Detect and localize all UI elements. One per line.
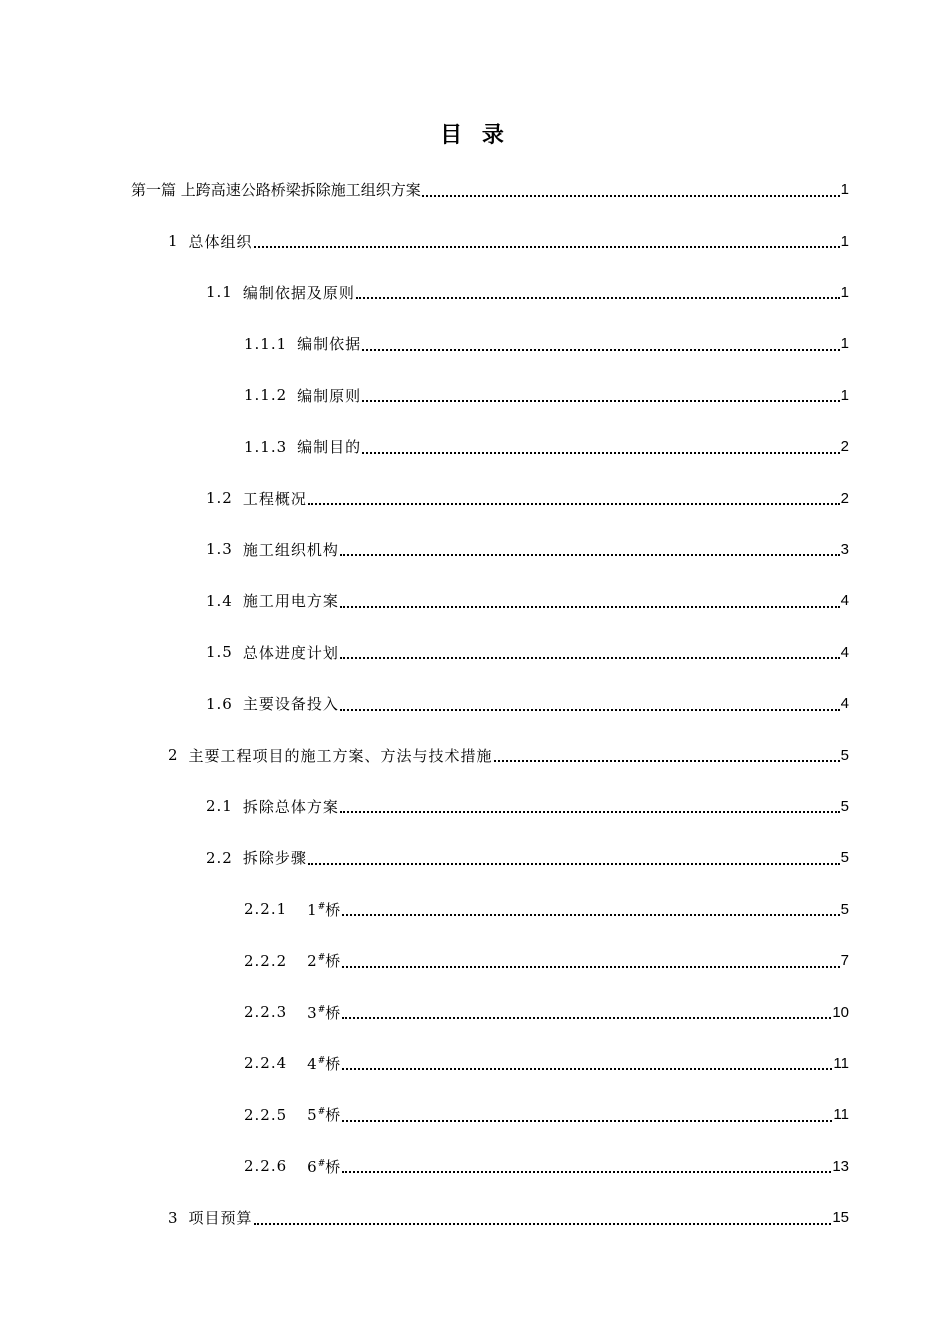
toc-entry-number: 2.2.1 bbox=[244, 900, 288, 919]
toc-entry-number: 2.2.2 bbox=[244, 951, 288, 970]
toc-entry-title: 2#桥 bbox=[307, 952, 342, 971]
toc-dot-leader bbox=[342, 1171, 831, 1173]
toc-entry-title: 6#桥 bbox=[307, 1157, 342, 1176]
toc-entry[interactable] bbox=[0, 524, 849, 575]
toc-entry[interactable] bbox=[0, 421, 849, 472]
toc-entry[interactable] bbox=[0, 1192, 849, 1243]
toc-dot-leader bbox=[422, 195, 840, 197]
toc-entry[interactable] bbox=[0, 318, 849, 369]
toc-entry-number: 2.2 bbox=[206, 848, 233, 867]
toc-entry-number: 1.6 bbox=[206, 694, 233, 713]
toc-entry-title: 4#桥 bbox=[307, 1054, 342, 1073]
toc-entry[interactable] bbox=[0, 729, 849, 780]
toc-entry-page-number: 1 bbox=[840, 283, 849, 301]
toc-dot-leader bbox=[340, 657, 840, 659]
toc-entry-title: 5#桥 bbox=[307, 1106, 342, 1125]
toc-dot-leader bbox=[340, 606, 840, 608]
toc-dot-leader bbox=[254, 1223, 832, 1225]
toc-dot-leader bbox=[308, 503, 840, 505]
toc-entry[interactable] bbox=[0, 627, 849, 678]
toc-entry-number: 1.1 bbox=[206, 283, 233, 302]
toc-entry-number: 1.1.2 bbox=[244, 386, 288, 405]
toc-dot-leader bbox=[254, 246, 840, 248]
toc-entry-page-number: 4 bbox=[840, 592, 849, 610]
toc-entry-title: 主要工程项目的施工方案、方法与技术措施 bbox=[188, 746, 493, 765]
toc-entry[interactable] bbox=[0, 215, 849, 266]
toc-entry-number: 1 bbox=[168, 232, 179, 251]
toc-entry-title: 拆除总体方案 bbox=[242, 797, 339, 816]
toc-entry-number: 2.2.5 bbox=[244, 1105, 288, 1124]
toc-dot-leader bbox=[356, 297, 840, 299]
toc-dot-leader bbox=[342, 1017, 831, 1019]
toc-dot-leader bbox=[342, 1120, 832, 1122]
toc-dot-leader bbox=[342, 1068, 832, 1070]
toc-dot-leader bbox=[340, 554, 840, 556]
toc-dot-leader bbox=[342, 914, 839, 916]
toc-entry-title: 项目预算 bbox=[188, 1209, 253, 1228]
toc-entry-title: 施工用电方案 bbox=[242, 592, 339, 611]
toc-entry-title: 总体组织 bbox=[188, 232, 253, 251]
toc-entry-page-number: 13 bbox=[832, 1157, 849, 1175]
toc-dot-leader bbox=[340, 811, 840, 813]
toc-entry-page-number: 4 bbox=[840, 695, 849, 713]
toc-entry[interactable] bbox=[0, 1038, 849, 1089]
page-title: 目 录 bbox=[440, 123, 510, 148]
toc-entry-page-number: 3 bbox=[840, 540, 849, 558]
toc-dot-leader bbox=[308, 863, 840, 865]
toc-entry-number: 3 bbox=[168, 1208, 179, 1227]
toc-entry-number: 1.1.3 bbox=[244, 437, 288, 456]
toc-entry[interactable] bbox=[0, 986, 849, 1037]
toc-entry-number: 1.3 bbox=[206, 540, 233, 559]
toc-dot-leader bbox=[342, 966, 839, 968]
toc-entry-number: 1.5 bbox=[206, 643, 233, 662]
toc-entry-title: 主要设备投入 bbox=[242, 695, 339, 714]
toc-entry-number: 2.2.6 bbox=[244, 1157, 288, 1176]
toc-entry[interactable] bbox=[0, 370, 849, 421]
toc-entry-number: 2 bbox=[168, 746, 179, 765]
toc-entry-page-number: 1 bbox=[840, 181, 849, 199]
toc-entry[interactable] bbox=[0, 575, 849, 626]
toc-entry-title: 1#桥 bbox=[307, 900, 342, 919]
toc-entry-page-number: 5 bbox=[840, 797, 849, 815]
toc-entry-number: 1.4 bbox=[206, 591, 233, 610]
toc-entry-page-number: 2 bbox=[840, 438, 849, 456]
toc-dot-leader bbox=[362, 400, 839, 402]
toc-entry[interactable] bbox=[0, 164, 849, 215]
toc-entry-number: 1.2 bbox=[206, 489, 233, 508]
toc-entry-page-number: 11 bbox=[833, 1106, 849, 1124]
toc-entry-page-number: 5 bbox=[840, 746, 849, 764]
toc-dot-leader bbox=[362, 349, 839, 351]
toc-entry-page-number: 15 bbox=[832, 1209, 849, 1227]
toc-dot-leader bbox=[494, 760, 840, 762]
toc-entry[interactable] bbox=[0, 472, 849, 523]
toc-entry-page-number: 7 bbox=[840, 952, 849, 970]
toc-entry-page-number: 11 bbox=[833, 1054, 849, 1072]
toc-entry-number: 2.1 bbox=[206, 797, 233, 816]
toc-entry-title: 总体进度计划 bbox=[242, 643, 339, 662]
toc-entry-page-number: 10 bbox=[832, 1003, 849, 1021]
toc-entry[interactable] bbox=[0, 935, 849, 986]
toc-entry-page-number: 2 bbox=[840, 489, 849, 507]
toc-entry-page-number: 4 bbox=[840, 643, 849, 661]
toc-entry[interactable] bbox=[0, 267, 849, 318]
toc-entry[interactable] bbox=[0, 884, 849, 935]
toc-entry-number: 2.2.4 bbox=[244, 1054, 288, 1073]
toc-entry-title: 拆除步骤 bbox=[242, 849, 307, 868]
toc-entry-title: 编制依据 bbox=[297, 335, 362, 354]
toc-entry[interactable] bbox=[0, 781, 849, 832]
toc-entry[interactable] bbox=[0, 832, 849, 883]
toc-entry-title: 编制目的 bbox=[297, 438, 362, 457]
toc-entry-title: 工程概况 bbox=[242, 489, 307, 508]
toc-entry-page-number: 1 bbox=[840, 232, 849, 250]
toc-entry-title: 3#桥 bbox=[307, 1003, 342, 1022]
toc-entry-page-number: 5 bbox=[840, 900, 849, 918]
toc-entry-title: 第一篇 上跨高速公路桥梁拆除施工组织方案 bbox=[131, 181, 421, 200]
toc-entry[interactable] bbox=[0, 1089, 849, 1140]
toc-dot-leader bbox=[340, 709, 840, 711]
toc-entry-page-number: 5 bbox=[840, 849, 849, 867]
toc-entry-number: 1.1.1 bbox=[244, 334, 288, 353]
toc-entry[interactable] bbox=[0, 678, 849, 729]
toc-entry[interactable] bbox=[0, 1141, 849, 1192]
toc-dot-leader bbox=[362, 452, 839, 454]
toc-entry-title: 编制原则 bbox=[297, 386, 362, 405]
toc-entry-title: 编制依据及原则 bbox=[242, 283, 355, 302]
toc-entry-title: 施工组织机构 bbox=[242, 540, 339, 559]
toc-entry-page-number: 1 bbox=[840, 386, 849, 404]
toc-entry-page-number: 1 bbox=[840, 335, 849, 353]
toc-entry-number: 2.2.3 bbox=[244, 1003, 288, 1022]
